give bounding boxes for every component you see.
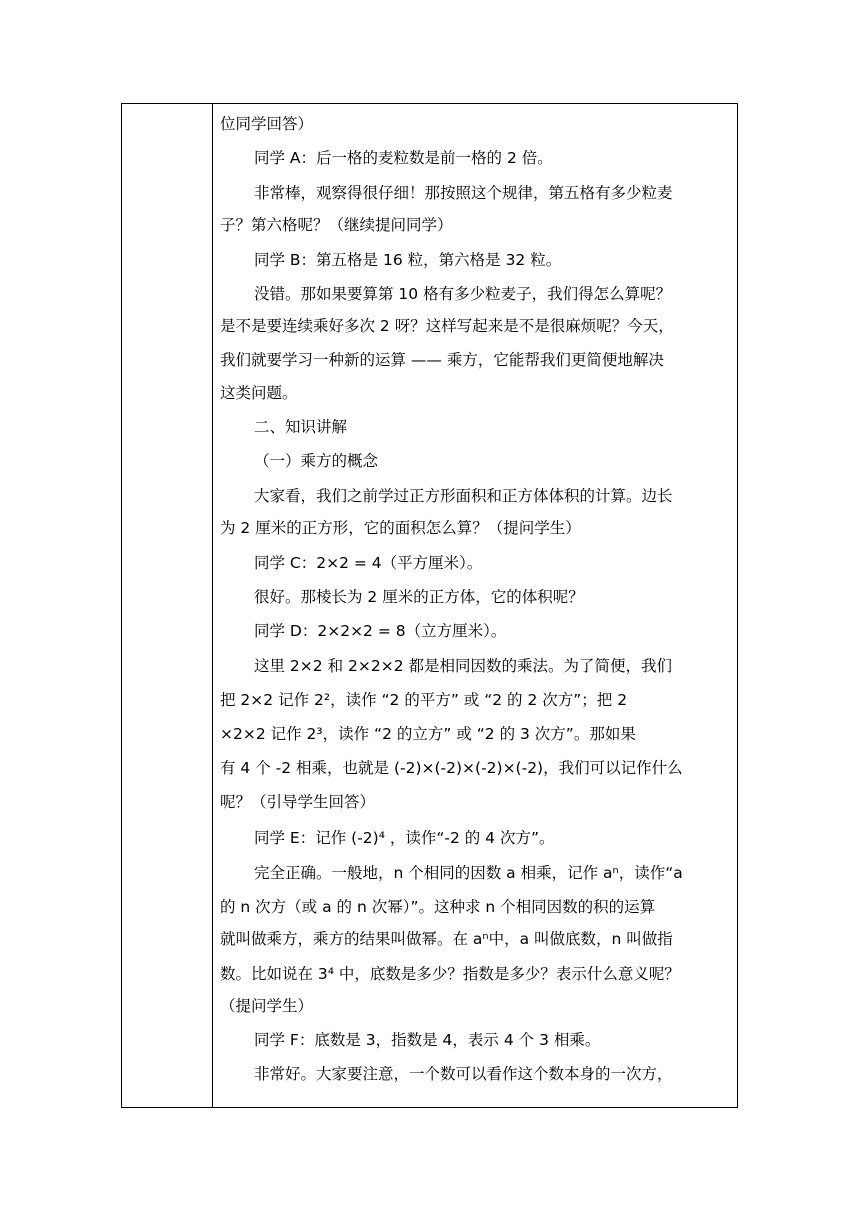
text-line: 呢？（引导学生回答） <box>220 793 376 811</box>
text-line: 大家看，我们之前学过正方形面积和正方体体积的计算。边长 <box>254 487 673 505</box>
text-line: 的 n 次方（或 a 的 n 次幂）”。这种求 n 个相同因数的积的运算 <box>220 898 656 916</box>
text-line: 完全正确。一般地，n 个相同的因数 a 相乘，记作 aⁿ，读作“a <box>254 864 683 882</box>
text-line: 子？第六格呢？（继续提问同学） <box>220 216 453 234</box>
text-line: 位同学回答） <box>220 115 314 133</box>
text-line: 同学 D：2×2×2 = 8（立方厘米）。 <box>254 622 507 640</box>
text-line: 就叫做乘方，乘方的结果叫做幂。在 aⁿ中，a 叫做底数，n 叫做指 <box>220 930 673 948</box>
text-line: （提问学生） <box>220 997 314 1015</box>
text-line: ×2×2 记作 2³，读作 “2 的立方” 或 “2 的 3 次方”。那如果 <box>220 725 636 743</box>
text-line: 同学 B：第五格是 16 粒，第六格是 32 粒。 <box>254 251 562 269</box>
text-line: 这类问题。 <box>220 384 298 402</box>
text-line: 数。比如说在 3⁴ 中，底数是多少？指数是多少？表示什么意义呢？ <box>220 965 680 983</box>
text-line: 二、知识讲解 <box>254 418 348 436</box>
lesson-table <box>121 103 738 1108</box>
text-line: 这里 2×2 和 2×2×2 都是相同因数的乘法。为了简便，我们 <box>254 657 672 675</box>
text-line: 非常好。大家要注意，一个数可以看作这个数本身的一次方， <box>254 1065 673 1083</box>
text-line: （一）乘方的概念 <box>254 452 379 470</box>
text-line: 是不是要连续乘好多次 2 呀？这样写起来是不是很麻烦呢？今天， <box>220 317 674 335</box>
text-line: 同学 C：2×2 = 4（平方厘米）。 <box>254 554 483 572</box>
column-divider <box>212 104 213 1107</box>
text-line: 非常棒，观察得很仔细！那按照这个规律，第五格有多少粒麦 <box>254 184 673 202</box>
text-line: 同学 A：后一格的麦粒数是前一格的 2 倍。 <box>254 149 553 167</box>
text-line: 把 2×2 记作 2²，读作 “2 的平方” 或 “2 的 2 次方”；把 2 <box>220 691 628 709</box>
text-line: 我们就要学习一种新的运算 —— 乘方，它能帮我们更简便地解决 <box>220 351 664 369</box>
text-line: 有 4 个 -2 相乘，也就是 (-2)×(-2)×(-2)×(-2)，我们可以记作什么 <box>220 759 683 777</box>
text-line: 为 2 厘米的正方形，它的面积怎么算？（提问学生） <box>220 519 581 537</box>
text-line: 很好。那棱长为 2 厘米的正方体，它的体积呢？ <box>254 588 584 606</box>
text-line: 同学 F：底数是 3，指数是 4，表示 4 个 3 相乘。 <box>254 1031 601 1049</box>
text-line: 同学 E：记作 (-2)⁴ ，读作“-2 的 4 次方”。 <box>254 829 555 847</box>
text-line: 没错。那如果要算第 10 格有多少粒麦子，我们得怎么算呢？ <box>254 285 672 303</box>
